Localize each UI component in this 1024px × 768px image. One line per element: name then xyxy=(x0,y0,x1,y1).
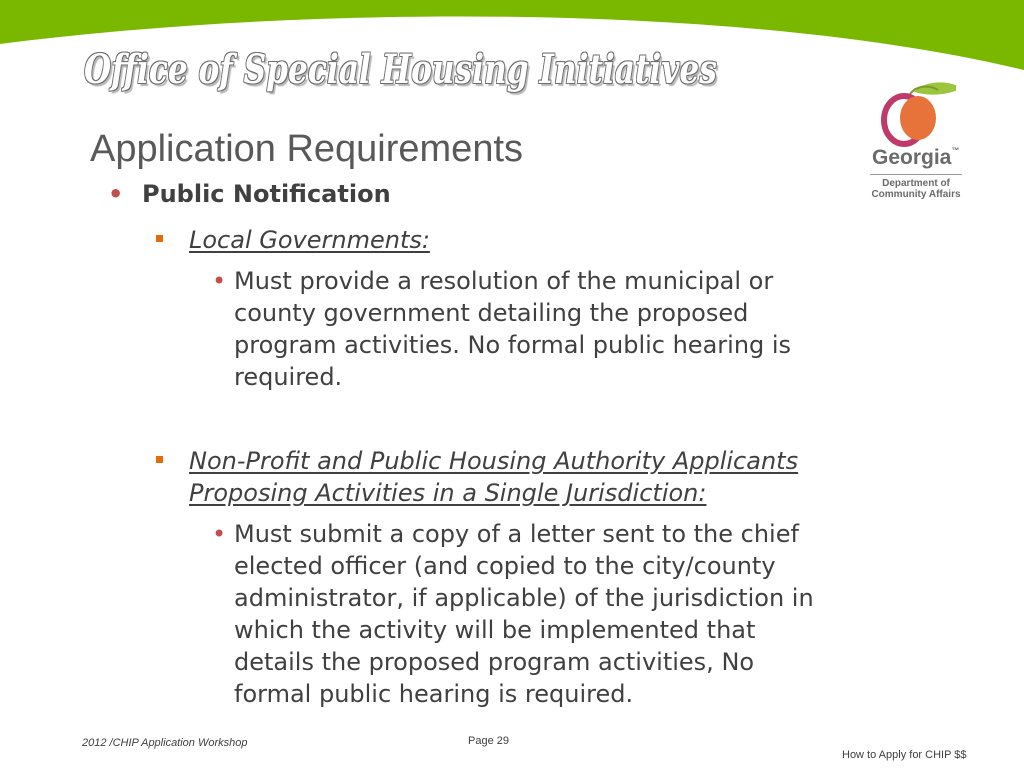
detail-nonprofit-pha: • Must submit a copy of a letter sent to the chief elected officer (and copied to the city/county administrator, if applicable) of the jurisdiction in which the activity will be implemented that details the proposed program activities, No formal public hearing is required. xyxy=(212,520,814,708)
peach-icon xyxy=(876,78,956,148)
bullet-label: Public Notification xyxy=(142,180,391,208)
page-title: Application Requirements xyxy=(90,128,524,170)
subheading-nonprofit-pha: Non-Profit and Public Housing Authority Applicants Proposing Activities in a Single Jurisdiction: xyxy=(156,445,798,509)
bullet-dot-icon: • xyxy=(212,520,227,548)
detail-local-governments: • Must provide a resolution of the municipal or county government detailing the proposed program activities. No formal public hearing is required. xyxy=(212,267,792,391)
square-bullet-icon xyxy=(156,456,163,463)
bullet-dot-icon: • xyxy=(108,180,124,208)
square-bullet-icon xyxy=(156,235,163,242)
office-title: Office of Special Housing Initiatives xyxy=(84,46,717,93)
logo-subtitle: Department of Community Affairs xyxy=(871,178,961,200)
bullet-dot-icon: • xyxy=(212,267,227,295)
logo-wordmark: Georgia™ xyxy=(872,146,960,169)
footer-left: 2012 /CHIP Application Workshop xyxy=(82,737,248,749)
georgia-dca-logo xyxy=(856,78,976,208)
subheading-local-governments: Local Governments: xyxy=(156,224,430,256)
footer-right: How to Apply for CHIP $$ xyxy=(842,749,967,761)
bullet-public-notification xyxy=(108,180,391,208)
logo-divider xyxy=(870,174,962,175)
footer-page-number: Page 29 xyxy=(468,735,509,747)
